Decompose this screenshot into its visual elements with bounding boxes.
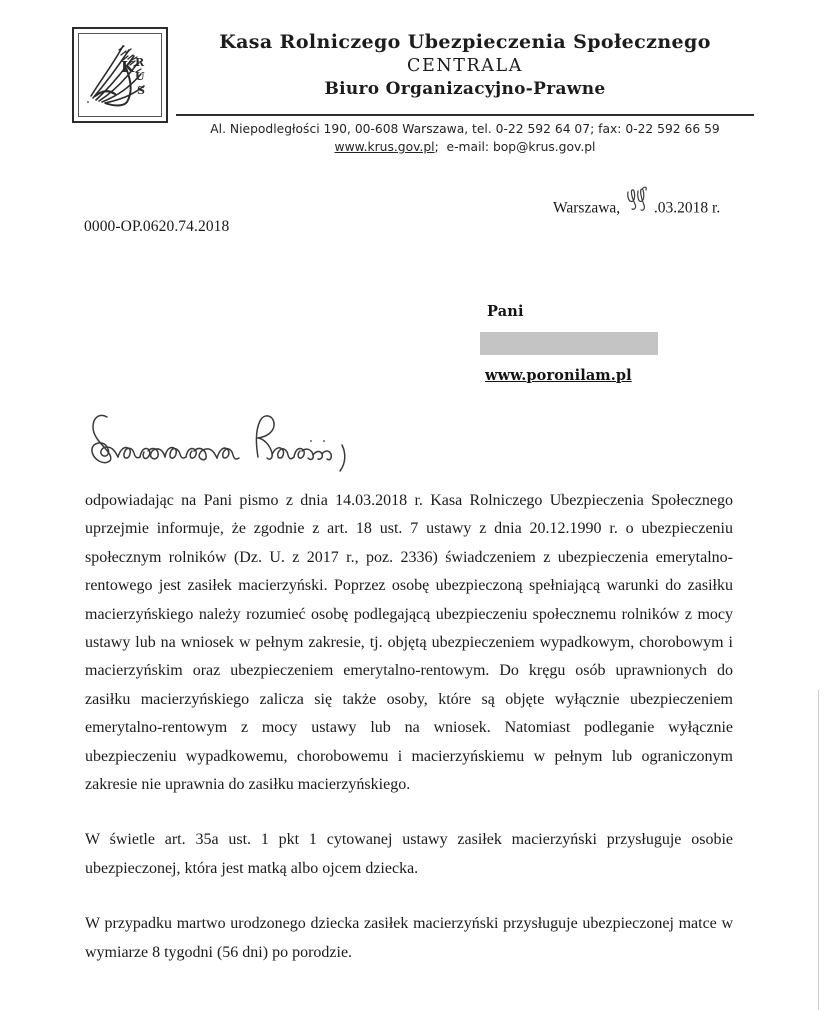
svg-text:S: S [137,84,145,97]
handwritten-salutation [80,405,380,485]
contact-web-email [175,139,755,157]
email-address[interactable]: bop@krus.gov.pl [492,139,596,154]
body-paragraph-1: odpowiadając na Pani pismo z dnia 14.03.2018 r. Kasa Rolniczego Ubezpieczenia Społecznego uprzejmie informuje, że zgodnie z art. 18 ust. 7 ustawy z dnia 20.12.1990 r. o ubezpieczeniu społecznym rolników (Dz. U. z 2017 r., poz. 2336) świadczeniem z ubezpieczenia emerytalno-rentowego jest zasiłek macierzyński. Poprzez osobę ubezpieczoną spełniającą warunki do zasiłku macierzyńskiego należy rozumieć osobę podlegającą ubezpieczeniu społecznemu rolników z mocy ustawy lub na wniosek w pełnym zakresie, tj. objętą ubezpieczeniem wypadkowym, chorobowym i macierzyńskim oraz ubezpieczeniem emerytalno-rentowym. Do kręgu osób uprawnionych do zasiłku macierzyńskiego zalicza się także osoby, które są objęte wyłącznie ubezpieczeniem emerytalno-rentowym z mocy ustawy lub na wniosek. Natomiast podleganie wyłącznie ubezpieczeniu wypadkowemu, chorobowemu i macierzyńskiemu w pełnym lub ograniczonym zakresie nie uprawnia do zasiłku macierzyńskiego. [85,492,733,794]
email-label: e-mail: [446,139,490,154]
letterhead [0,0,832,165]
reference-number: 0000-OP.0620.74.2018 [84,218,230,235]
svg-text:R: R [135,56,145,69]
letter-body [85,487,733,967]
recipient-block [487,303,747,385]
handwritten-day [624,197,650,213]
place-label: Warszawa, [553,199,621,217]
body-paragraph-2: W świetle art. 35a ust. 1 pkt 1 cytowanej ustawy zasiłek macierzyński przysługuje osobie ubezpieczonej, która jest matką albo ojcem dziecka. [85,831,733,877]
recipient-salutation: Pani [487,303,524,320]
svg-text:K: K [121,58,135,76]
org-unit: CENTRALA [406,55,524,76]
handwritten-day-glyph [622,180,656,214]
redacted-name-bar [480,332,658,355]
date-suffix: .03.2018 r. [653,199,721,217]
org-name: Kasa Rolniczego Ubezpieczenia Społecznego [219,31,711,53]
header-divider [176,114,754,116]
website-link[interactable]: www.krus.gov.pl [334,139,435,154]
contact-details [175,121,755,157]
svg-text:U: U [135,70,145,83]
date-line [553,197,720,218]
address-line: Al. Niepodległości 190, 00-608 Warszawa, tel. 0-22 592 64 07; fax: 0-22 592 66 59 [210,122,720,136]
handwritten-salutation-glyph [80,405,380,485]
scan-artifact-line [818,690,819,1010]
contact-separator: ; [434,139,439,154]
wheat-sheaf-icon [79,34,161,116]
recipient-website[interactable]: www.poronilam.pl [485,367,632,384]
body-paragraph-3: W przypadku martwo urodzonego dziecka zasiłek macierzyński przysługuje ubezpieczonej matce w wymiarze 8 tygodni (56 dni) po porodzie. [85,915,733,961]
krus-logo [72,27,168,123]
organization-titles [175,31,755,100]
org-department: Biuro Organizacyjno-Prawne [324,78,606,99]
